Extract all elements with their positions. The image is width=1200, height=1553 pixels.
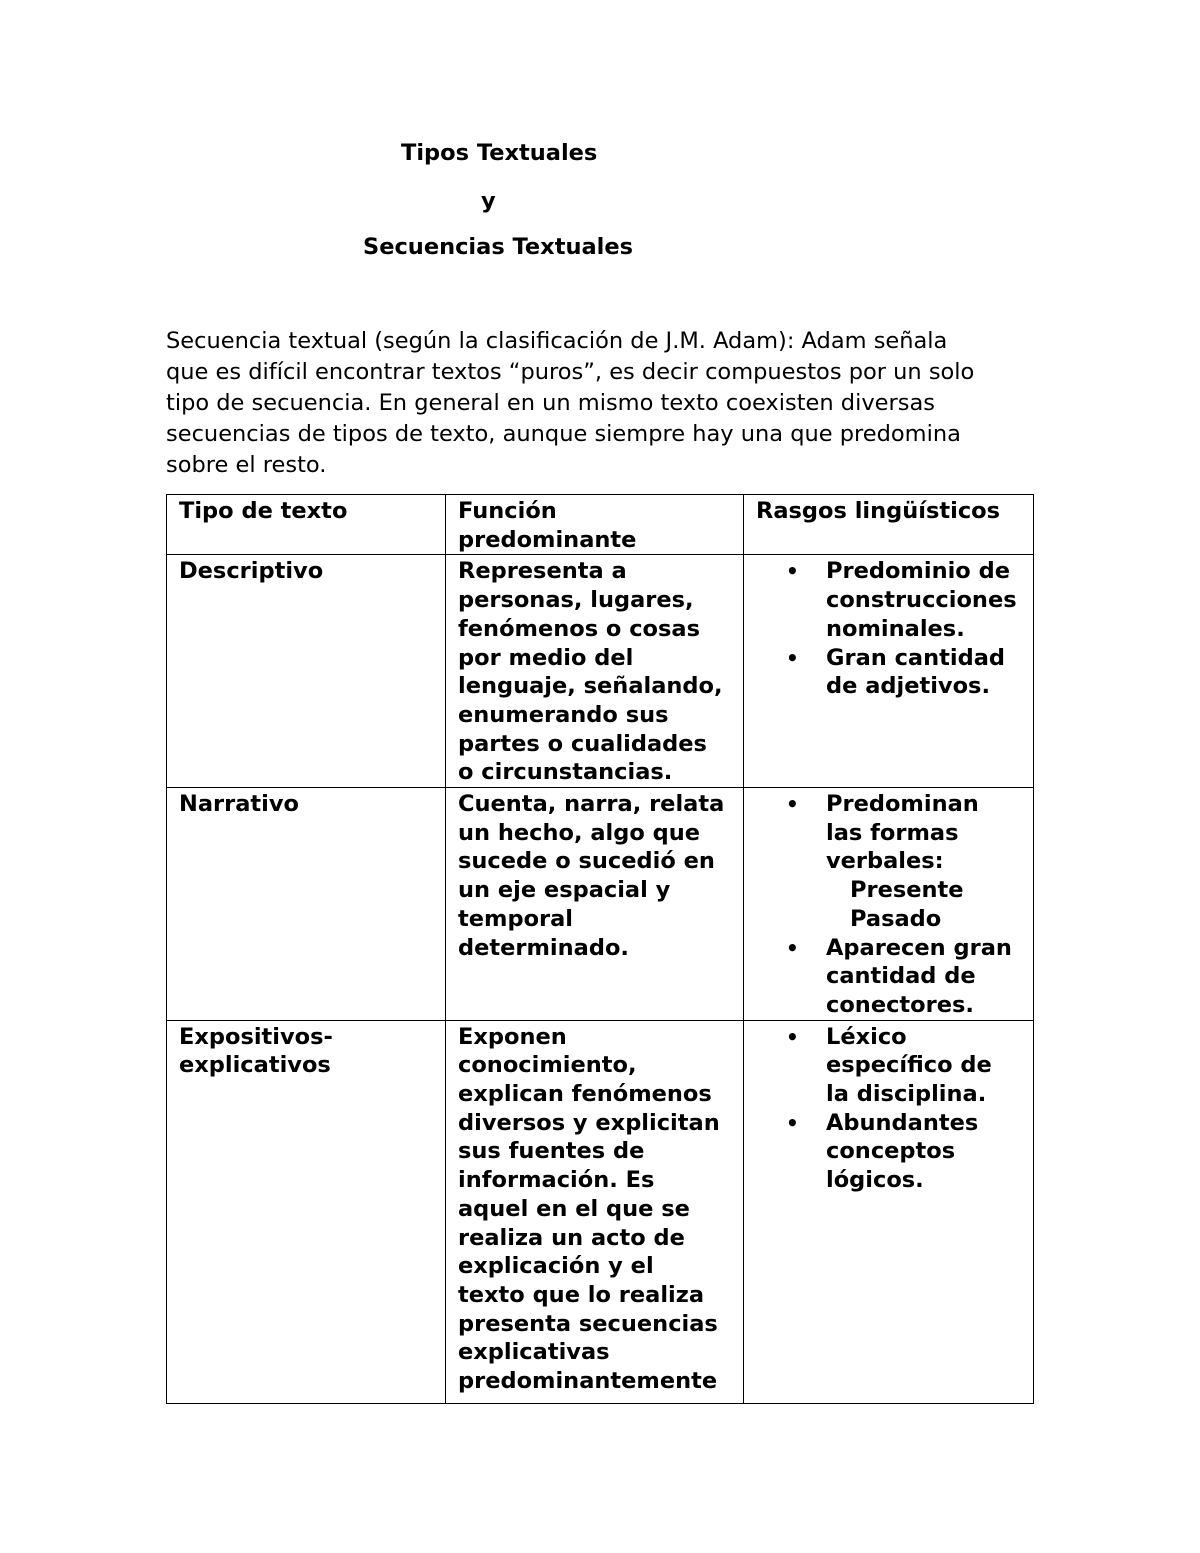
- function-line: partes o cualidades: [458, 730, 707, 757]
- function-cell: [446, 555, 744, 788]
- bullet-icon: •: [786, 792, 799, 817]
- trait-line: Gran cantidad: [826, 644, 1006, 671]
- function-line: enumerando sus: [458, 701, 669, 728]
- trait-item: [786, 1023, 1025, 1109]
- bullet-icon: •: [786, 1024, 799, 1049]
- bullet-icon: •: [786, 645, 799, 670]
- table-header-row: [167, 495, 1034, 555]
- trait-line: las formas: [826, 819, 959, 846]
- header-type-label: Tipo de texto: [179, 498, 348, 524]
- traits-cell: [744, 555, 1034, 788]
- trait-line: verbales:: [826, 848, 944, 875]
- type-cell: [167, 555, 446, 788]
- trait-line: Predominan: [826, 791, 979, 818]
- function-line: personas, lugares,: [458, 587, 694, 614]
- header-function-label: Función: [458, 498, 557, 524]
- bullet-icon: •: [786, 559, 799, 584]
- trait-item: [786, 557, 1025, 643]
- function-line: texto que lo realiza: [458, 1281, 705, 1308]
- function-line: conocimiento,: [458, 1052, 637, 1079]
- title-line-1: Tipos Textuales: [401, 140, 598, 166]
- type-label: Expositivos-: [179, 1023, 333, 1050]
- traits-cell: [744, 1020, 1034, 1403]
- trait-line: Léxico: [826, 1023, 907, 1050]
- intro-line: tipo de secuencia. En general en un mismo texto coexisten diversas: [166, 390, 935, 416]
- intro-line: secuencias de tipos de texto, aunque siempre hay una que predomina: [166, 421, 961, 447]
- function-line: predominantemente: [458, 1368, 718, 1395]
- function-line: explicación y el: [458, 1253, 654, 1280]
- trait-sub-item: Pasado: [850, 905, 942, 932]
- title-line-2: y: [481, 188, 496, 214]
- function-line: Representa a: [458, 558, 627, 585]
- trait-line: Predominio de: [826, 558, 1010, 585]
- traits-list: [756, 557, 1025, 701]
- function-line: por medio del: [458, 644, 634, 671]
- traits-list: [756, 790, 1025, 1020]
- trait-item: [786, 644, 1025, 701]
- intro-line: sobre el resto.: [166, 452, 327, 478]
- trait-item: [786, 790, 1025, 934]
- function-line: explicativas: [458, 1339, 610, 1366]
- function-line: Cuenta, narra, relata: [458, 791, 725, 818]
- function-line: lenguaje, señalando,: [458, 673, 723, 700]
- header-cell-type: [167, 495, 446, 555]
- trait-sub-item: Presente: [850, 877, 964, 904]
- trait-item: [786, 934, 1025, 1020]
- trait-line: construcciones: [826, 587, 1017, 614]
- intro-paragraph: [166, 326, 1026, 481]
- header-traits-label: Rasgos lingüísticos: [756, 498, 1001, 524]
- type-cell: [167, 1020, 446, 1403]
- function-line: determinado.: [458, 934, 629, 961]
- trait-line: específico de: [826, 1052, 992, 1079]
- function-line: diversos y explicitan: [458, 1109, 720, 1136]
- trait-line: de adjetivos.: [826, 673, 990, 700]
- trait-line: Aparecen gran: [826, 934, 1012, 961]
- function-cell: [446, 1020, 744, 1403]
- intro-line: Secuencia textual (según la clasificación de J.M. Adam): Adam señala: [166, 328, 948, 354]
- bullet-icon: •: [786, 935, 799, 960]
- function-line: temporal: [458, 905, 574, 932]
- trait-line: conectores.: [826, 991, 974, 1018]
- bullet-icon: •: [786, 1110, 799, 1135]
- function-line: información. Es: [458, 1167, 655, 1194]
- traits-list: [756, 1023, 1025, 1195]
- text-types-table: [166, 494, 1034, 1404]
- function-line: Exponen: [458, 1023, 567, 1050]
- table-row-descriptivo: [167, 555, 1034, 788]
- traits-cell: [744, 788, 1034, 1021]
- trait-line: cantidad de: [826, 963, 976, 990]
- trait-line: Abundantes: [826, 1109, 979, 1136]
- intro-line: que es difícil encontrar textos “puros”, es decir compuestos por un solo: [166, 359, 975, 385]
- function-line: sus fuentes de: [458, 1138, 645, 1165]
- function-line: explican fenómenos: [458, 1081, 712, 1108]
- type-cell: [167, 788, 446, 1021]
- function-line: realiza un acto de: [458, 1224, 685, 1251]
- header-cell-function: [446, 495, 744, 555]
- table-row-expositivos: [167, 1020, 1034, 1403]
- function-cell: [446, 788, 744, 1021]
- trait-line: conceptos: [826, 1138, 956, 1165]
- table-row-narrativo: [167, 788, 1034, 1021]
- function-line: sucede o sucedió en: [458, 848, 715, 875]
- function-line: fenómenos o cosas: [458, 615, 700, 642]
- function-line: aquel en el que se: [458, 1195, 690, 1222]
- type-label: Descriptivo: [179, 558, 324, 585]
- type-label: Narrativo: [179, 791, 299, 818]
- trait-line: la disciplina.: [826, 1081, 987, 1108]
- trait-item: [786, 1109, 1025, 1195]
- function-line: un eje espacial y: [458, 877, 671, 904]
- header-cell-traits: [744, 495, 1034, 555]
- header-function-label: predominante: [458, 526, 637, 553]
- trait-line: nominales.: [826, 615, 965, 642]
- title-line-3: Secuencias Textuales: [363, 234, 634, 260]
- function-line: presenta secuencias: [458, 1310, 718, 1337]
- function-line: un hecho, algo que: [458, 819, 701, 846]
- type-label: explicativos: [179, 1052, 331, 1079]
- function-line: o circunstancias.: [458, 759, 673, 786]
- trait-line: lógicos.: [826, 1167, 924, 1194]
